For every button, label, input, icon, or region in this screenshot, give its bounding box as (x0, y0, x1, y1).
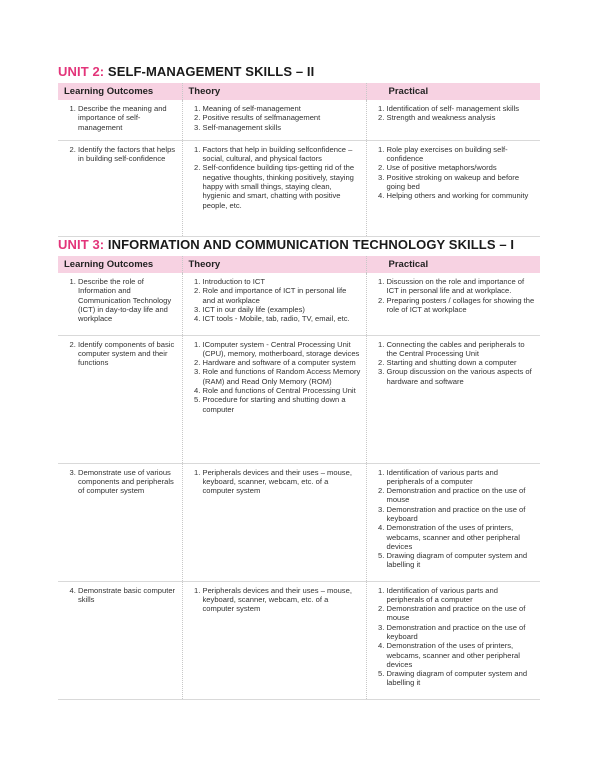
list-item: 3. Demonstrate use of various components and peripherals of computer system (78, 468, 177, 496)
table-row (58, 335, 540, 463)
list-item: 1. Describe the meaning and importance of self-management (78, 104, 177, 132)
list-item: 2. Identify the factors that helps in building self-confidence (78, 145, 177, 164)
list-item: 3. Group discussion on the various aspects of hardware and software (387, 367, 536, 386)
header-theory: Theory (182, 256, 366, 273)
list-item: 4. ICT tools - Mobile, tab, radio, TV, email, etc. (203, 314, 361, 323)
list-item: 4. Role and functions of Central Processing Unit (203, 386, 361, 395)
table-row (58, 581, 540, 699)
practical-cell (366, 463, 540, 581)
outcome-cell (58, 335, 182, 463)
list-item: 1. Connecting the cables and peripherals to the Central Processing Unit (387, 340, 536, 359)
list-item: 1. Peripherals devices and their uses – mouse, keyboard, scanner, webcam, etc. of a computer system (203, 468, 361, 496)
theory-cell (182, 140, 366, 236)
unit3-table (58, 256, 540, 700)
list-item: 2. Hardware and software of a computer system (203, 358, 361, 367)
outcome-cell (58, 273, 182, 335)
unit3-title (58, 237, 514, 252)
list-item: 1. Role play exercises on building self-confidence (387, 145, 536, 164)
list-item: 5. Drawing diagram of computer system and labelling it (387, 669, 536, 688)
list-item: 5. Procedure for starting and shutting down a computer (203, 395, 361, 414)
practical-cell (366, 581, 540, 699)
practical-cell (366, 140, 540, 236)
practical-cell (366, 100, 540, 140)
list-item: 3. Demonstration and practice on the use of keyboard (387, 505, 536, 524)
list-item: 2. Identify components of basic computer system and their functions (78, 340, 177, 368)
list-item: 2. Demonstration and practice on the use of mouse (387, 604, 536, 623)
list-item: 1. Factors that help in building selfconfidence – social, cultural, and physical factors (203, 145, 361, 164)
unit2-number: UNIT 2: (58, 64, 105, 79)
list-item: 2. Starting and shutting down a computer (387, 358, 536, 367)
list-item: 1. Discussion on the role and importance of ICT in personal life and at workplace. (387, 277, 536, 296)
theory-cell (182, 581, 366, 699)
theory-cell (182, 273, 366, 335)
unit2-name: SELF-MANAGEMENT SKILLS – II (107, 64, 315, 79)
unit2-title (58, 64, 314, 79)
list-item: 3. Role and functions of Random Access Memory (RAM) and Read Only Memory (ROM) (203, 367, 361, 386)
list-item: 1. Peripherals devices and their uses – mouse, keyboard, scanner, webcam, etc. of a computer system (203, 586, 361, 614)
header-learning-outcomes: Learning Outcomes (58, 256, 182, 273)
list-item: 2. Use of positive metaphors/words (387, 163, 536, 172)
list-item: 4. Demonstration of the uses of printers, webcams, scanner and other peripheral devices (387, 641, 536, 669)
list-item: 2. Preparing posters / collages for showing the role of ICT at workplace (387, 296, 536, 315)
theory-cell (182, 463, 366, 581)
unit3-header-row (58, 256, 540, 273)
header-theory: Theory (182, 83, 366, 100)
unit3-number: UNIT 3: (58, 237, 105, 252)
table-row (58, 140, 540, 236)
list-item: 4. Helping others and working for community (387, 191, 536, 200)
theory-cell (182, 100, 366, 140)
outcome-cell (58, 581, 182, 699)
outcome-cell (58, 463, 182, 581)
theory-cell (182, 335, 366, 463)
table-row (58, 463, 540, 581)
list-item: 1. IComputer system - Central Processing Unit (CPU), memory, motherboard, storage devices (203, 340, 361, 359)
list-item: 2. Self-confidence building tips-getting rid of the negative thoughts, thinking positively, staying happy with small things, staying clean, hygienic and smart, chatting with positive people, etc. (203, 163, 361, 209)
list-item: 1. Describe the role of Information and Communication Technology (ICT) in day-to-day life and workplace (78, 277, 177, 323)
outcome-cell (58, 140, 182, 236)
list-item: 1. Identification of various parts and peripherals of a computer (387, 586, 536, 605)
list-item: 3. Positive stroking on wakeup and before going bed (387, 173, 536, 192)
list-item: 2. Strength and weakness analysis (387, 113, 536, 122)
list-item: 1. Identification of self- management skills (387, 104, 536, 113)
table-row (58, 273, 540, 335)
unit2-table (58, 83, 540, 237)
list-item: 3. Demonstration and practice on the use of keyboard (387, 623, 536, 642)
list-item: 4. Demonstration of the uses of printers, webcams, scanner and other peripheral devices (387, 523, 536, 551)
list-item: 5. Drawing diagram of computer system and labelling it (387, 551, 536, 570)
list-item: 4. Demonstrate basic computer skills (78, 586, 177, 605)
table-row (58, 100, 540, 140)
practical-cell (366, 335, 540, 463)
unit2-header-row (58, 83, 540, 100)
list-item: 1. Introduction to ICT (203, 277, 361, 286)
header-practical: Practical (366, 256, 540, 273)
list-item: 2. Positive results of selfmanagement (203, 113, 361, 122)
list-item: 3. ICT in our daily life (examples) (203, 305, 361, 314)
list-item: 2. Demonstration and practice on the use of mouse (387, 486, 536, 505)
header-learning-outcomes: Learning Outcomes (58, 83, 182, 100)
header-practical: Practical (366, 83, 540, 100)
list-item: 1. Identification of various parts and peripherals of a computer (387, 468, 536, 487)
practical-cell (366, 273, 540, 335)
outcome-cell (58, 100, 182, 140)
list-item: 2. Role and importance of ICT in personal life and at workplace (203, 286, 361, 305)
list-item: 3. Self-management skills (203, 123, 361, 132)
list-item: 1. Meaning of self-management (203, 104, 361, 113)
unit3-name: INFORMATION AND COMMUNICATION TECHNOLOGY SKILLS – I (107, 237, 515, 252)
